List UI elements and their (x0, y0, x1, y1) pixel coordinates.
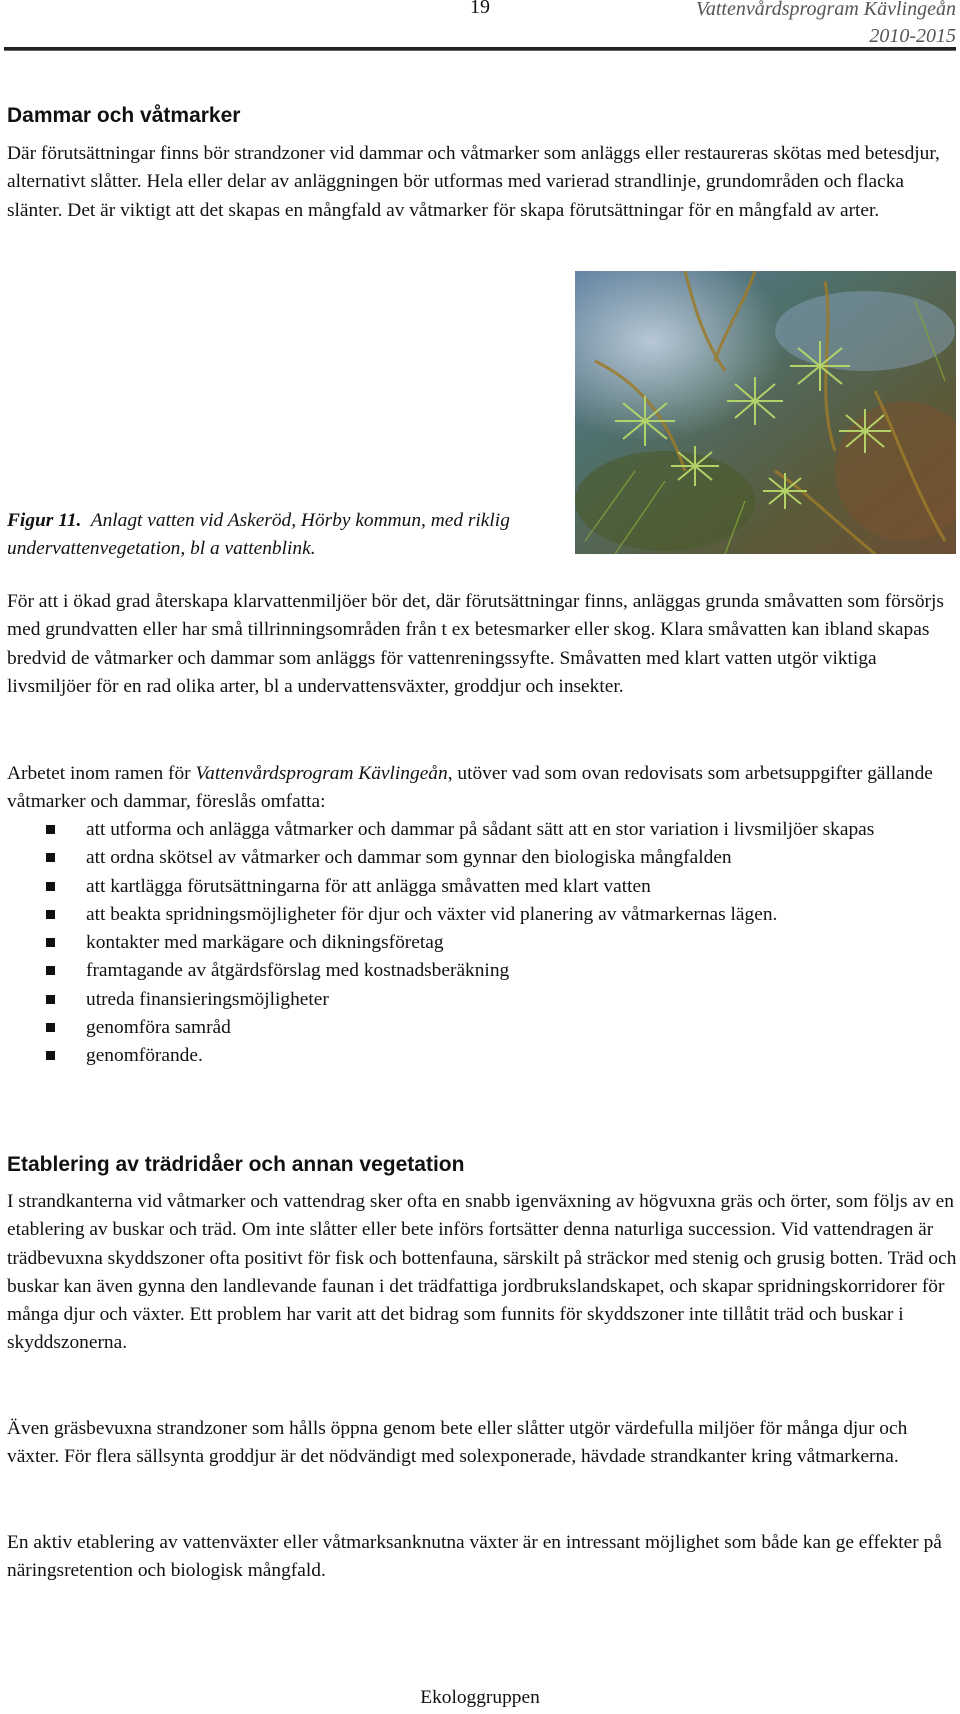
list-item (0, 901, 960, 929)
bullet-square-icon (46, 910, 55, 919)
list-item (0, 844, 960, 872)
list-item (0, 816, 960, 844)
bullet-square-icon (46, 995, 55, 1004)
paragraph-strandkanter: I strandkanterna vid våtmarker och vattendrag sker ofta en snabb igenväxning av högvuxna gräs och örter, som följs av en etablering av buskar och träd. Om inte slåtter eller bete införs fortsätter denna naturliga succession. Vid vattendragen är trädbevuxna skyddszoner ofta positivt för fisk och bottenfauna, särskilt på sträckor med stenig och grusig botten. Träd och buskar kan även gynna den landlevande faunan i det trädfattiga jordbrukslandskapet, och skapar spridningskorridorer för många djur och växter. Ett problem har varit att det bidrag som funnits för skyddszoner inte tillåtit träd och buskar i skyddszonerna. (7, 1191, 957, 1354)
list-item-text: genomförande. (86, 1045, 203, 1067)
bullet-square-icon (46, 882, 55, 891)
running-title-line1: Vattenvårdsprogram Kävlingeån (695, 0, 956, 20)
paragraph-klarvatten: För att i ökad grad återskapa klarvattenmiljöer bör det, där förutsättningar finns, anläggas grunda småvatten som försörjs med grundvatten eller har små tillrinningsområden från t ex betesmarker eller skog. Klara småvatten kan ibland skapas bredvid de våtmarker och dammar som anläggs för vattenreningssyfte. Småvatten med klart vatten utgör viktiga livsmiljöer för en rad olika arter, bl a undervattensväxter, groddjur och insekter. (7, 591, 944, 697)
list-item (0, 873, 960, 901)
figure-caption-text: Anlagt vatten vid Askeröd, Hörby kommun, med riklig undervattenvegetation, bl a vattenblink. (7, 510, 510, 559)
section-heading-etablering: Etablering av trädridåer och annan vegetation (7, 1153, 465, 1176)
paragraph-arbetet-end: , utöver vad som ovan redovisats som arbetsuppgifter gällande våtmarker och dammar, föreslås omfatta: (7, 763, 933, 813)
bullet-square-icon (46, 1023, 55, 1032)
pond-vegetation-photo (575, 271, 956, 554)
list-item-text: att beakta spridningsmöjligheter för djur och växter vid planering av våtmarkernas lägen. (86, 903, 778, 925)
header-rule (4, 47, 956, 51)
section-heading-dammar: Dammar och våtmarker (7, 104, 241, 127)
paragraph-arbetet (7, 760, 957, 817)
running-title (696, 0, 956, 50)
bullet-square-icon (46, 825, 55, 834)
page-header (0, 0, 960, 50)
paragraph-grasbevuxna: Även gräsbevuxna strandzoner som hålls öppna genom bete eller slåtter utgör värdefulla miljöer för många djur och växter. För flera sällsynta groddjur är det nödvändigt med solexponerade, hävdade strandkanter kring våtmarkerna. (7, 1418, 908, 1468)
bullet-square-icon (46, 938, 55, 947)
paragraph-aktiv-etablering: En aktiv etablering av vattenväxter eller våtmarksanknutna växter är en intressant möjlighet som både kan ge effekter på näringsretention och biologisk mångfald. (7, 1532, 942, 1582)
figure-photo (575, 271, 956, 554)
list-item (0, 1042, 960, 1070)
page-number: 19 (470, 0, 490, 18)
bullet-square-icon (46, 853, 55, 862)
list-item (0, 1014, 960, 1042)
list-item-text: att ordna skötsel av våtmarker och dammar som gynnar den biologiska mångfalden (86, 847, 732, 869)
list-item-text: att utforma och anlägga våtmarker och dammar på sådant sätt att en stor variation i livsmiljöer skapas (86, 819, 875, 840)
page-footer: Ekologgruppen (420, 1687, 540, 1708)
running-title-line2: 2010-2015 (869, 25, 956, 47)
bullet-square-icon (46, 966, 55, 975)
list-item-text: genomföra samråd (86, 1017, 231, 1039)
list-item-text: att kartlägga förutsättningarna för att anlägga småvatten med klart vatten (86, 875, 651, 897)
list-item (0, 957, 960, 985)
list-item (0, 929, 960, 957)
list-item-text: utreda finansieringsmöjligheter (86, 988, 329, 1010)
program-name: Vattenvårdsprogram Kävlingeån (195, 763, 448, 784)
figure-caption (7, 507, 567, 563)
task-list (0, 816, 960, 1071)
list-item (0, 986, 960, 1014)
figure-label: Figur 11. (7, 510, 82, 531)
paragraph-arbetet-start: Arbetet inom ramen för (7, 763, 196, 784)
list-item-text: framtagande av åtgärdsförslag med kostnadsberäkning (86, 960, 510, 982)
bullet-square-icon (46, 1051, 55, 1060)
paragraph-intro: Där förutsättningar finns bör strandzoner vid dammar och våtmarker som anläggs eller restaureras skötas med betesdjur, alternativt slåtter. Hela eller delar av anläggningen bör utformas med varierad strandlinje, grundområden och flacka slänter. Det är viktigt att det skapas en mångfald av våtmarker för skapa förutsättningar för en mångfald av arter. (7, 143, 940, 221)
list-item-text: kontakter med markägare och dikningsföretag (86, 932, 444, 954)
